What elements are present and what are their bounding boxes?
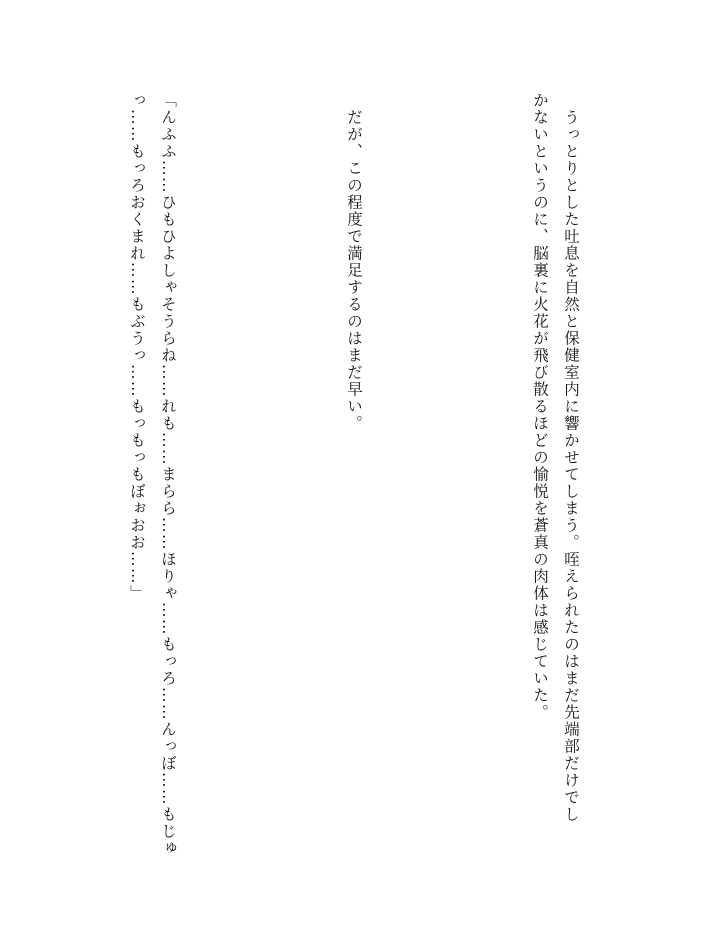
paragraph-spacer (245, 92, 276, 892)
paragraph-2: だが、この程度で満足するのはまだ早い。 (345, 92, 363, 432)
paragraph-1: うっとりとした吐息を自然と保健室内に響かせてしまう。咥えられたのはまだ先端部だけでし かないというのに、脳裏に火花が飛び散るほどの愉悦を蒼真の肉体は感じていた。 (531, 92, 580, 823)
paragraph-3-dialogue: 「んふふ……ひもひよしゃそうらね……れも……まらら……ほりゃ……もっろ……んっぼ……もじゅ っ……もっろおくまれ……もぶうっ……もっもっもぼぉおお……」 (128, 92, 177, 857)
vertical-text-body (72, 92, 648, 892)
paragraph-spacer (431, 92, 462, 892)
